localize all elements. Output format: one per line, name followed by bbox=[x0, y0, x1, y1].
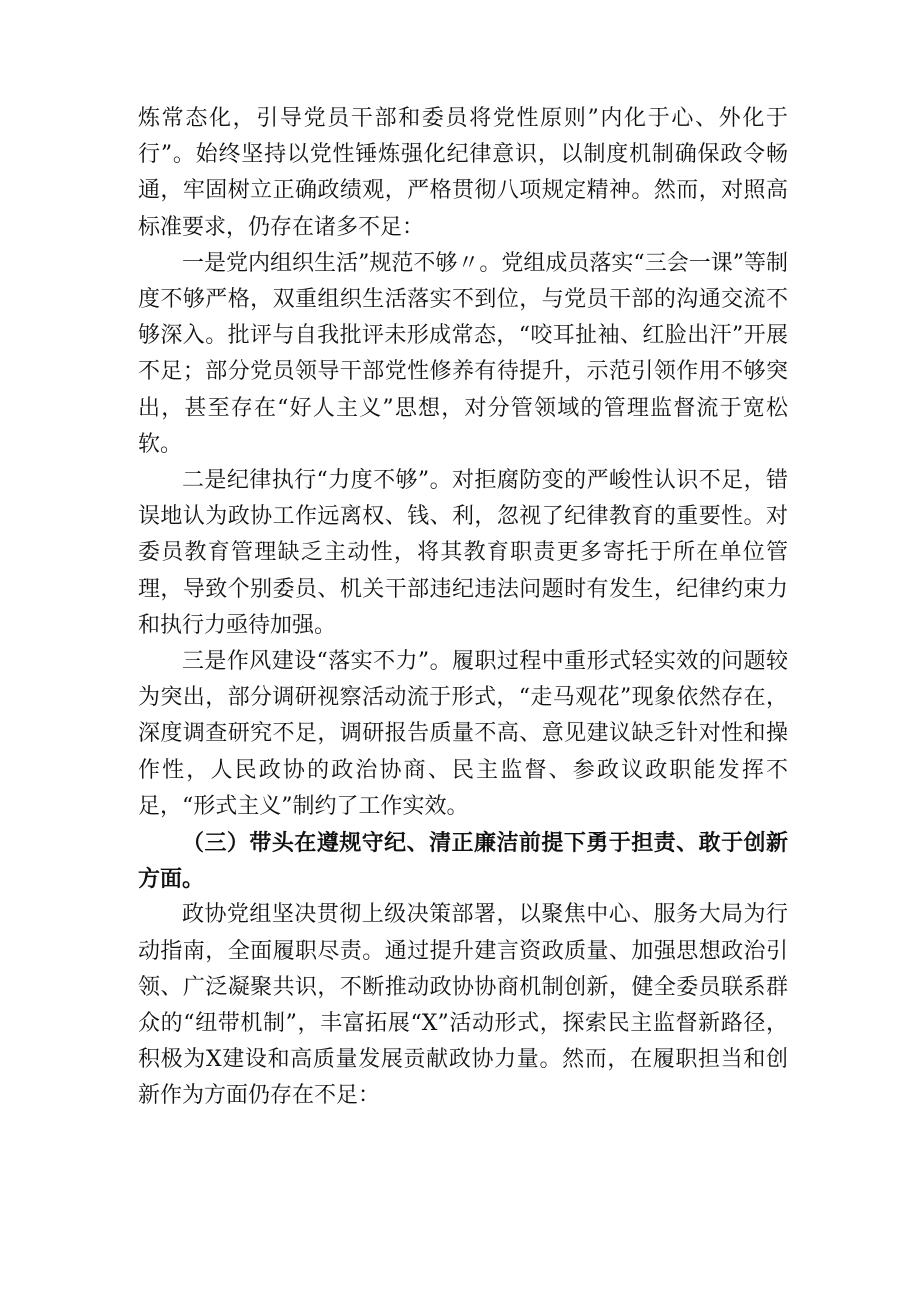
document-page bbox=[138, 101, 788, 1115]
section-heading-three: （三）带头在遵规守纪、清正廉洁前提下勇于担责、敢于创新方面。 bbox=[138, 830, 788, 893]
paragraph-organizational-life: 一是党内组织生活”规范不够〃。党组成员落实“三会一课”等制度不够严格，双重组织生活落实不到位，与党员干部的沟通交流不够深入。批评与自我批评未形成常态，“咬耳扯袖、红脸出汗”开展不足；部分党员领导干部党性修养有待提升，示范引领作用不够突出，甚至存在“好人主义”思想，对分管领域的管理监督流于宽松软。 bbox=[138, 250, 788, 457]
paragraph-discipline-execution: 二是纪律执行“力度不够”。对拒腐防变的严峻性认识不足，错误地认为政协工作远离权、钱、利，忽视了纪律教育的重要性。对委员教育管理缺乏主动性，将其教育职责更多寄托于所在单位管理，导致个别委员、机关干部违纪违法问题时有发生，纪律约束力和执行力亟待加强。 bbox=[138, 468, 788, 638]
paragraph-cppcc-duties: 政协党组坚决贯彻上级决策部署，以聚焦中心、服务大局为行动指南，全面履职尽责。通过提升建言资政质量、加强思想政治引领、广泛凝聚共识，不断推动政协协商机制创新，健全委员联系群众的“纽带机制”，丰富拓展“X”活动形式，探索民主监督新路径，积极为X建设和高质量发展贡献政协力量。然而，在履职担当和创新作为方面仍存在不足： bbox=[138, 902, 788, 1109]
paragraph-work-style: 三是作风建设“落实不力”。履职过程中重形式轻实效的问题较为突出，部分调研视察活动流于形式，“走马观花”现象依然存在，深度调查研究不足，调研报告质量不高、意见建议缺乏针对性和操作性，人民政协的政治协商、民主监督、参政议政职能发挥不足，“形式主义”制约了工作实效。 bbox=[138, 649, 788, 819]
paragraph-continuation: 炼常态化，引导党员干部和委员将党性原则”内化于心、外化于行”。始终坚持以党性锤炼强化纪律意识，以制度机制确保政令畅通，牢固树立正确政绩观，严格贯彻八项规定精神。然而，对照高标准要求，仍存在诸多不足： bbox=[138, 106, 788, 240]
